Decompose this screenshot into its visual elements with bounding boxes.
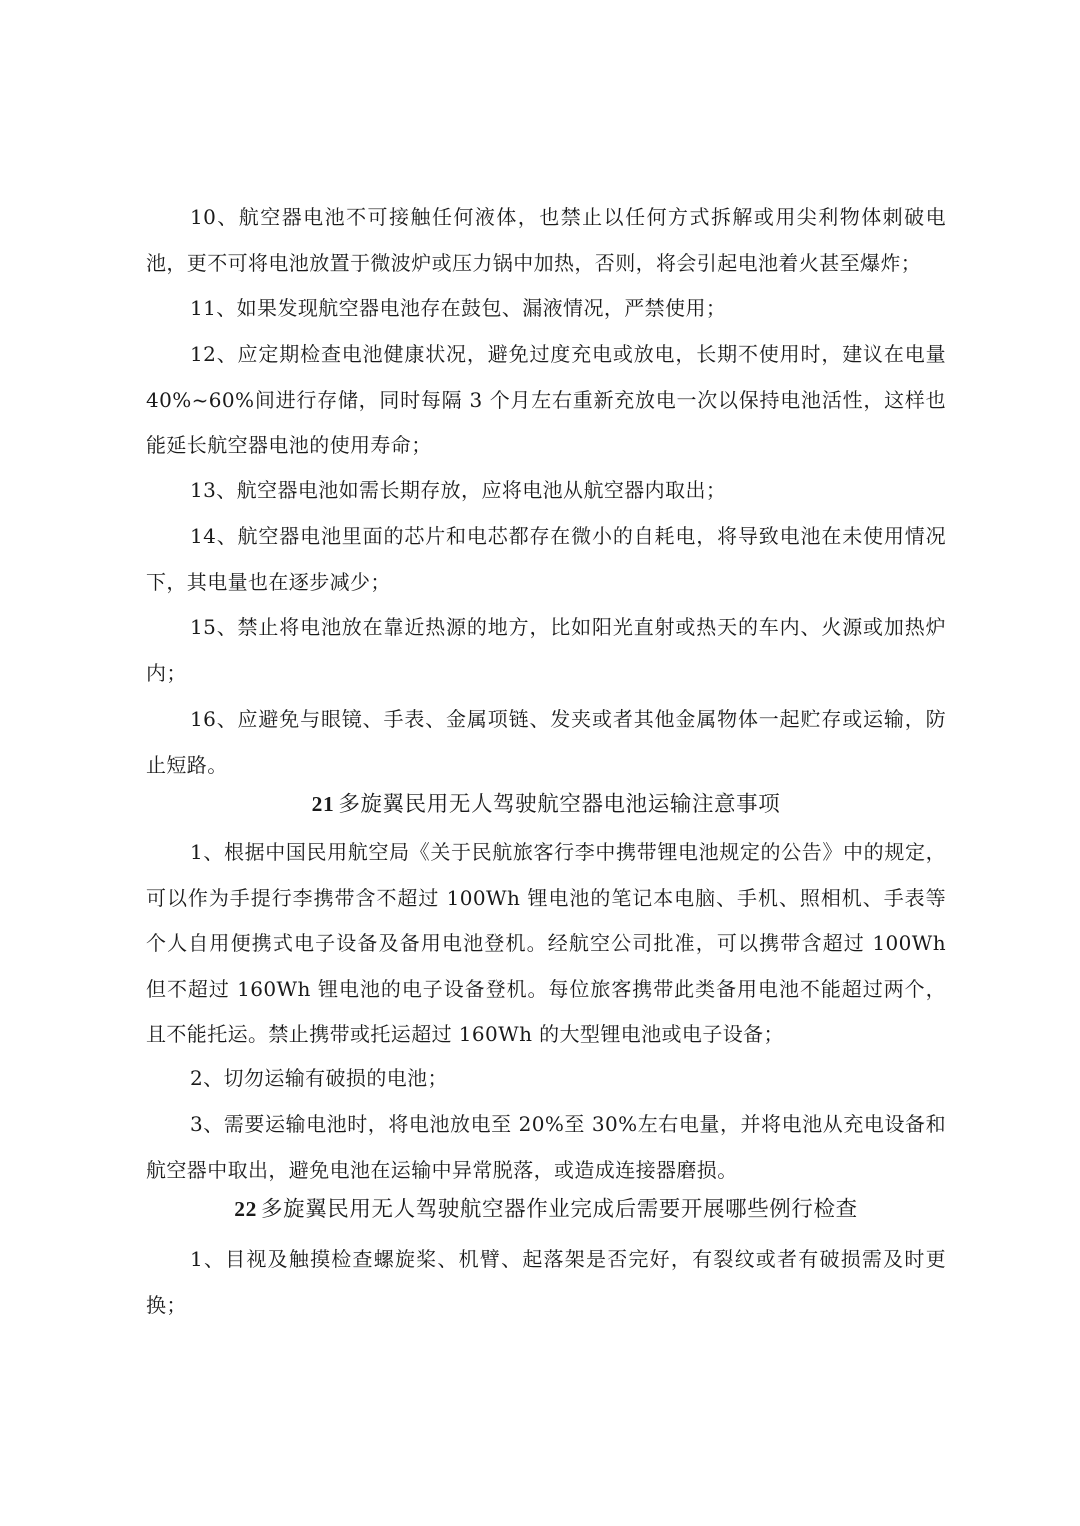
section-21-paragraph-3: 3、需要运输电池时，将电池放电至 20%至 30%左右电量，并将电池从充电设备和航空器中取出，避免电池在运输中异常脱落，或造成连接器磨损。: [146, 1112, 946, 1182]
section-number-22: 22: [234, 1197, 257, 1221]
section-number-21: 21: [311, 792, 335, 816]
section-title-22: 多旋翼民用无人驾驶航空器作业完成后需要开展哪些例行检查: [261, 1197, 858, 1222]
paragraph-item-13: 13、航空器电池如需长期存放，应将电池从航空器内取出；: [190, 478, 727, 502]
paragraph-item-14: 14、航空器电池里面的芯片和电芯都存在微小的自耗电，将导致电池在未使用情况下，其电量也在逐步减少；: [146, 524, 946, 594]
paragraph-item-16: 16、应避免与眼镜、手表、金属项链、发夹或者其他金属物体一起贮存或运输，防止短路。: [146, 707, 946, 777]
section-21-paragraph-1: 1、根据中国民用航空局《关于民航旅客行李中携带锂电池规定的公告》中的规定，可以作为手提行李携带含不超过 100Wh 锂电池的笔记本电脑、手机、照相机、手表等个人自用便携式电子设备及备用电池登机。经航空公司批准，可以携带含超过 100Wh 但不超过 160Wh 锂电池的电子设备登机。每位旅客携带此类备用电池不能超过两个，且不能托运。禁止携带或托运超过 160Wh 的大型锂电池或电子设备；: [146, 840, 946, 1046]
paragraph-item-15: 15、禁止将电池放在靠近热源的地方，比如阳光直射或热天的车内、火源或加热炉内；: [146, 615, 946, 685]
section-heading-22: [146, 1189, 946, 1230]
section-heading-21: [146, 784, 946, 825]
paragraph-item-11: 11、如果发现航空器电池存在鼓包、漏液情况，严禁使用；: [190, 296, 727, 320]
section-22-paragraph-1: 1、目视及触摸检查螺旋桨、机臂、起落架是否完好，有裂纹或者有破损需及时更换；: [146, 1247, 946, 1317]
section-21-paragraph-2: 2、切勿运输有破损的电池；: [190, 1066, 448, 1090]
section-title-21: 多旋翼民用无人驾驶航空器电池运输注意事项: [338, 792, 781, 817]
paragraph-item-10: 10、航空器电池不可接触任何液体，也禁止以任何方式拆解或用尖利物体刺破电池，更不可将电池放置于微波炉或压力锅中加热，否则，将会引起电池着火甚至爆炸；: [146, 205, 946, 275]
paragraph-item-12: 12、应定期检查电池健康状况，避免过度充电或放电，长期不使用时，建议在电量 40%~60%间进行存储，同时每隔 3 个月左右重新充放电一次以保持电池活性，这样也能延长航空器电池的使用寿命；: [146, 342, 946, 457]
